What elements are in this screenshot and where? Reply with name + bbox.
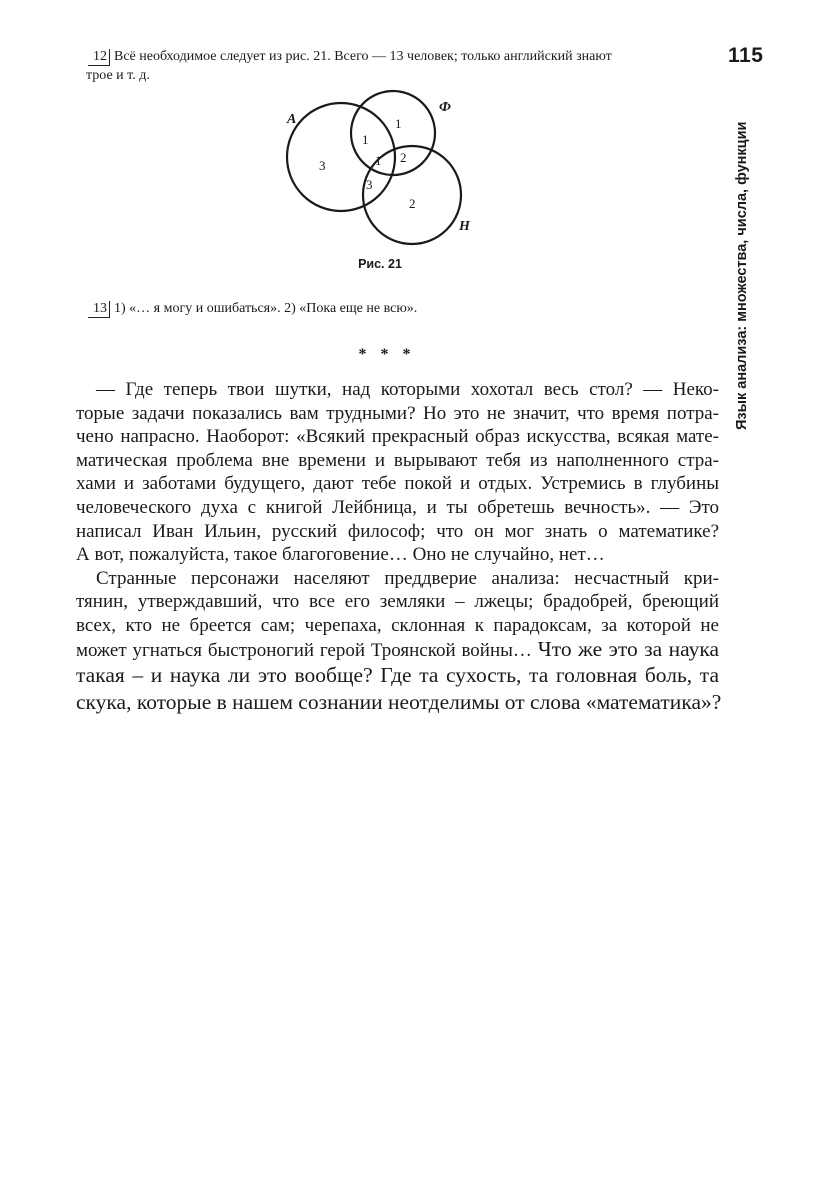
paragraph-2-small-part: может угнаться быстроногий герой Троянской войны… bbox=[76, 639, 532, 661]
paragraph-2-line: тянин, утверждавший, что все его земляки – лжецы; брадобрей, бреющий bbox=[76, 591, 719, 613]
section-separator: * * * bbox=[358, 346, 416, 363]
answer-number-12: 12 bbox=[88, 49, 110, 66]
region-a-n: 3 bbox=[366, 177, 373, 192]
answer-12-line-1: Всё необходимое следует из рис. 21. Всего — 13 человек; только английский знают bbox=[114, 49, 612, 64]
paragraph-2 bbox=[76, 567, 722, 715]
paragraph-2-big-line: скука, которые в нашем сознании неотделимы от слова «математика»? bbox=[76, 689, 722, 714]
paragraph-1-line: торые задачи показались вам трудными? Но это не значит, что время потра- bbox=[76, 402, 719, 424]
answer-13 bbox=[88, 299, 718, 318]
paragraph-1-line: чено напрасно. Наоборот: «Всякий прекрасный образ искусства, всякая мате- bbox=[76, 426, 719, 448]
paragraph-1-line: матическая проблема вне времени и вырывают тебя из наполненного стра- bbox=[76, 449, 719, 471]
running-head: Язык анализа: множества, числа, функции bbox=[734, 121, 750, 430]
page-number: 115 bbox=[728, 44, 764, 67]
paragraph-1-line: — Где теперь твои шутки, над которыми хохотал весь стол? — Неко- bbox=[96, 379, 719, 400]
answer-12-line-2: трое и т. д. bbox=[86, 68, 150, 83]
paragraph-2-big-part: Что же это за наука bbox=[537, 636, 719, 661]
paragraph-1-line: написал Иван Ильин, русский философ; что он мог знать о математике? bbox=[76, 520, 719, 542]
answer-number-13: 13 bbox=[88, 301, 110, 318]
paragraph-2-line: всех, кто не бреется сам; черепаха, склонная к парадоксам, за которой не bbox=[76, 614, 719, 636]
paragraph-2-line: Странные персонажи населяют преддверие анализа: несчастный кри- bbox=[96, 567, 719, 589]
paragraph-1 bbox=[76, 378, 719, 567]
label-a: А bbox=[287, 112, 297, 127]
paragraph-1-line: хами и заботами будущего, дают тебе покой и отдых. Устремись в глубины bbox=[76, 473, 719, 495]
venn-diagram bbox=[284, 86, 484, 246]
answer-12 bbox=[88, 47, 718, 85]
region-f-only: 1 bbox=[395, 116, 402, 131]
region-f-n: 2 bbox=[400, 150, 407, 165]
region-a-only: 3 bbox=[319, 158, 326, 173]
region-n-only: 2 bbox=[409, 196, 416, 211]
label-f: Ф bbox=[439, 100, 451, 115]
body-text bbox=[76, 378, 722, 715]
paragraph-2-mixed-line bbox=[76, 638, 719, 663]
region-all: 1 bbox=[375, 153, 382, 168]
paragraph-2-big-line: такая – и наука ли это вообще? Где та сухость, та головная боль, та bbox=[76, 663, 719, 688]
figure-caption: Рис. 21 bbox=[358, 257, 402, 271]
paragraph-1-line: А вот, пожалуйста, такое благоговение… Оно не случайно, нет… bbox=[76, 544, 605, 566]
paragraph-1-line: человеческого духа с книгой Лейбница, и ты обретешь вечность». — Это bbox=[76, 496, 719, 518]
answer-13-text: 1) «… я могу и ошибаться». 2) «Пока еще не всю». bbox=[114, 301, 418, 316]
region-a-f: 1 bbox=[362, 132, 369, 147]
label-n: Н bbox=[459, 219, 470, 234]
